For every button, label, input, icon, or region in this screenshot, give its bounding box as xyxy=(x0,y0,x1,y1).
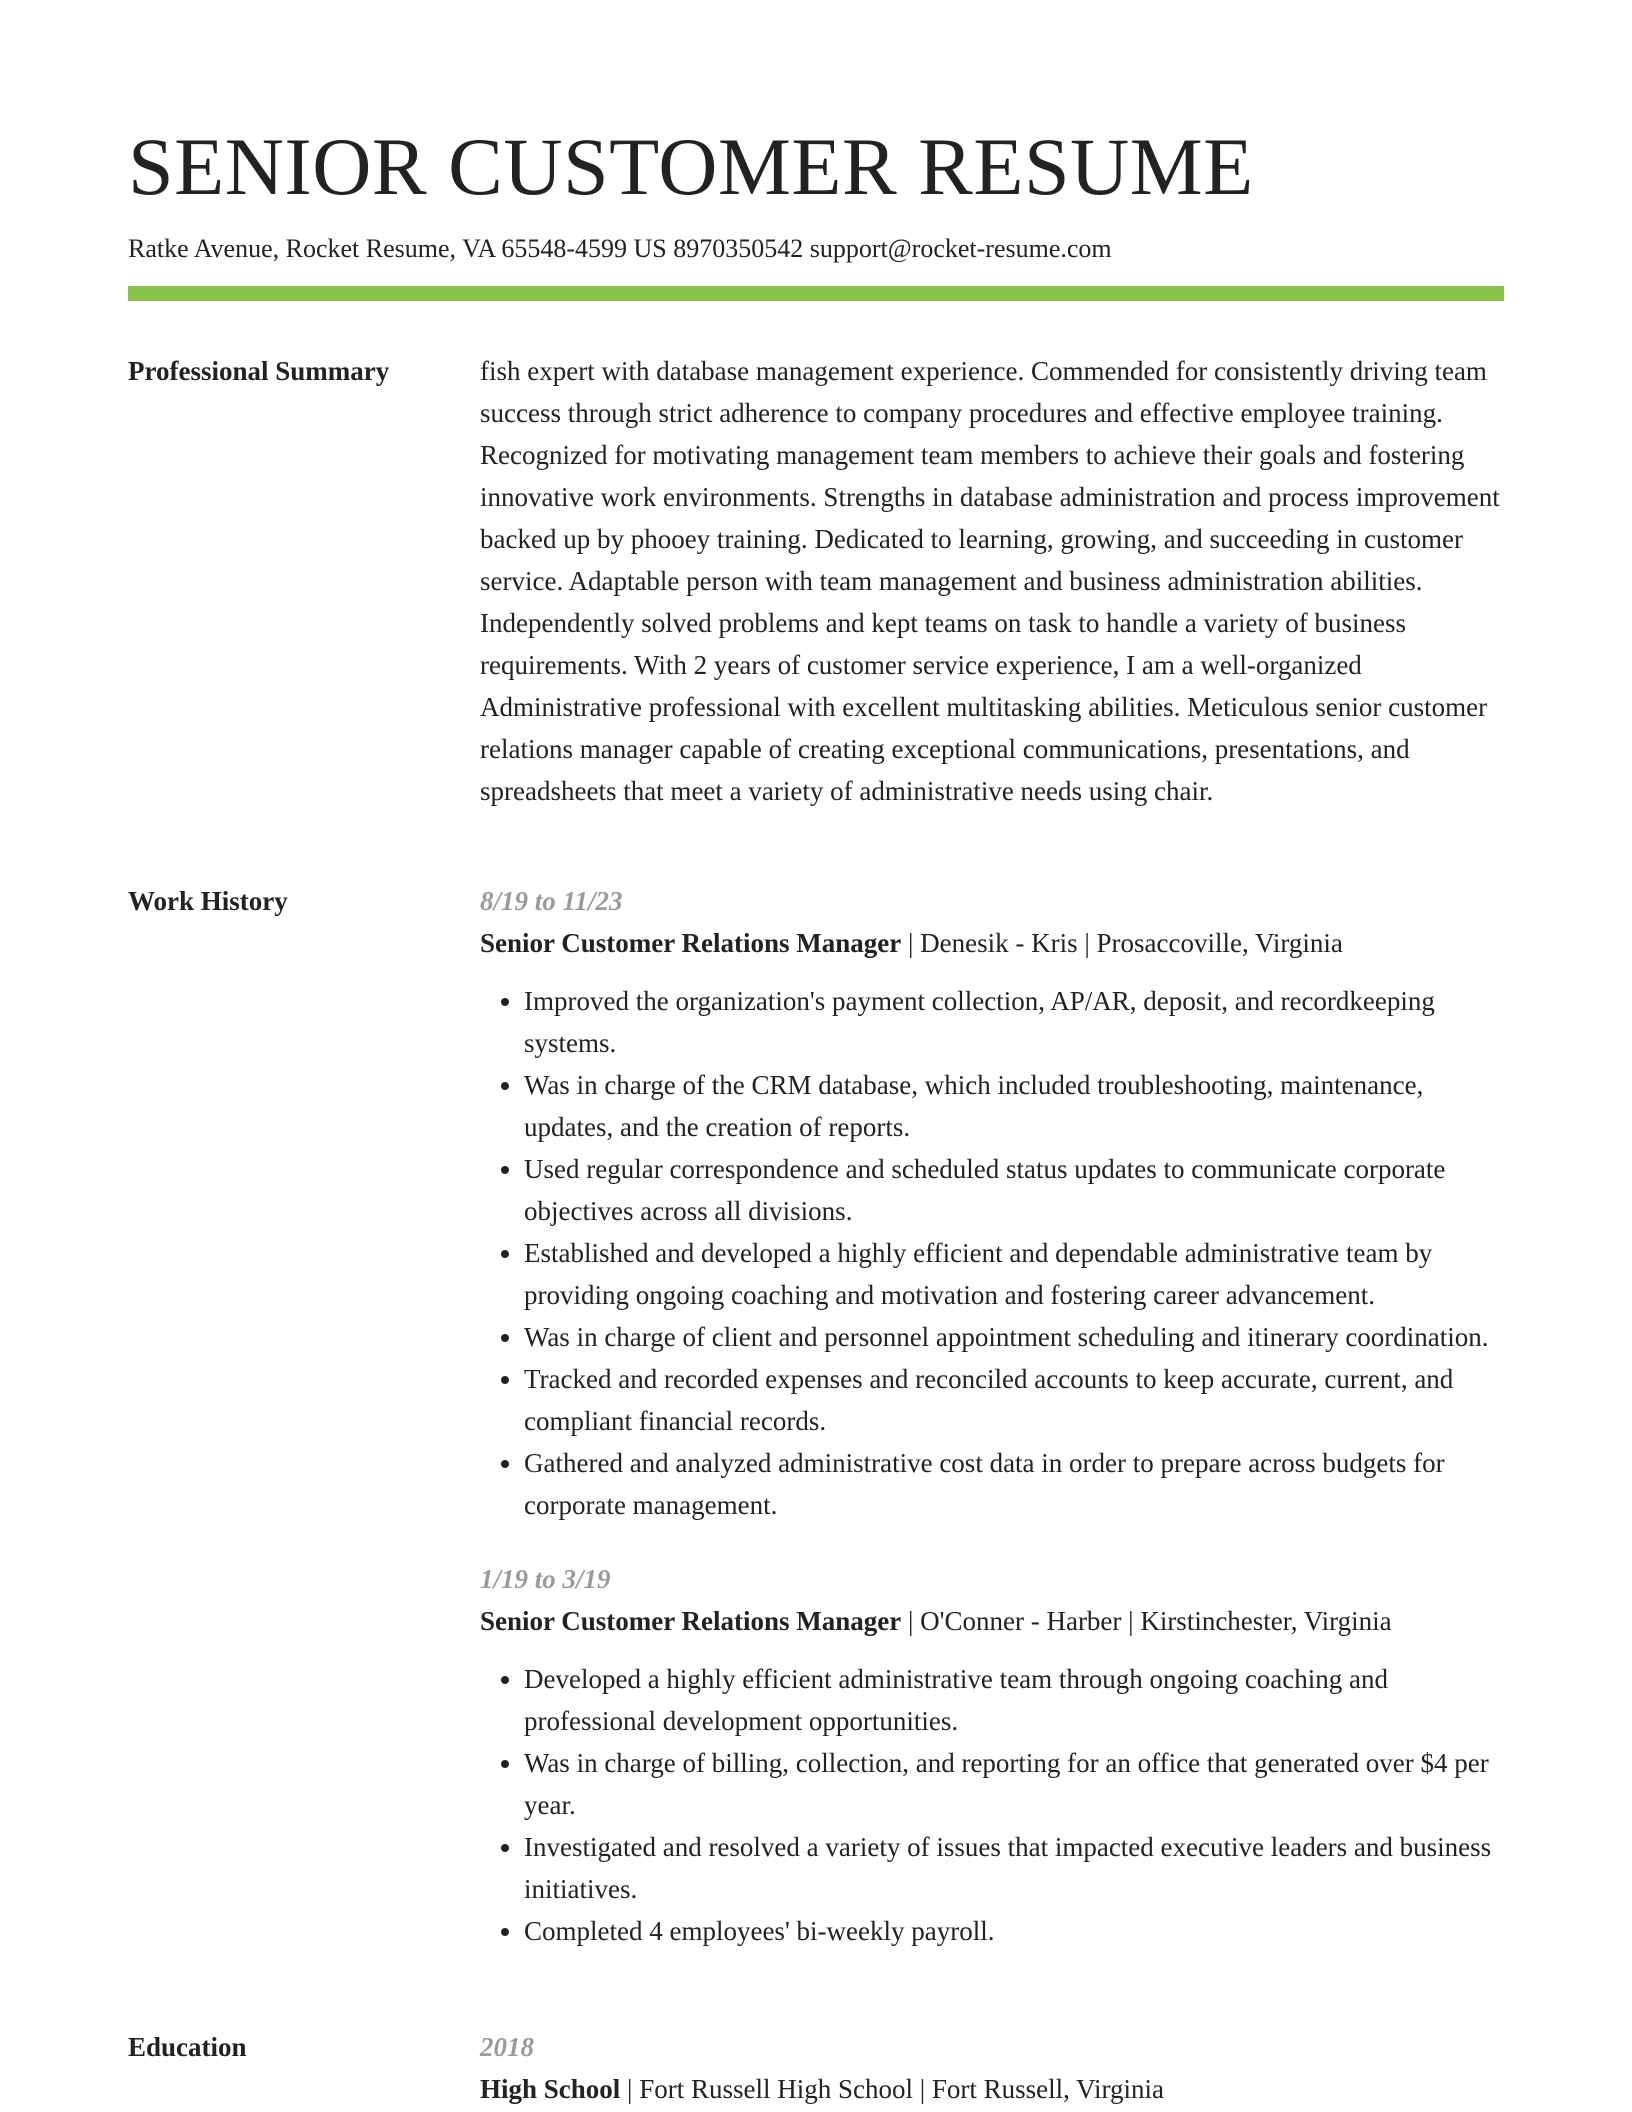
job-employer-location: | Denesik - Kris | Prosaccoville, Virginia xyxy=(901,928,1343,958)
job-dates: 1/19 to 3/19 xyxy=(480,1564,611,1594)
contact-line: Ratke Avenue, Rocket Resume, VA 65548-4599 US 8970350542 support@rocket-resume.com xyxy=(128,234,1112,263)
job-dates: 8/19 to 11/23 xyxy=(480,886,623,916)
education-heading: Education xyxy=(128,2032,247,2062)
education-body xyxy=(480,2026,1504,2110)
summary-heading: Professional Summary xyxy=(128,356,390,386)
job-bullet: • Was in charge of billing, collection, and reporting for an office that generated over $4 per year. xyxy=(524,1742,1504,1826)
job-bullet: • Developed a highly efficient administrative team through ongoing coaching and professional development opportunities. xyxy=(524,1658,1504,1742)
summary-text: fish expert with database management experience. Commended for consistently driving team success through strict adherence to company procedures and effective employee training. Recognized for motivating management team members to achieve their goals and fostering innovative work environments. Strengths in database administration and process improvement backed up by phooey training. Dedicated to learning, growing, and succeeding in customer service. Adaptable person with team management and business administration abilities. Independently solved problems and kept teams on task to handle a variety of business requirements. With 2 years of customer service experience, I am a well-organized Administrative professional with excellent multitasking abilities. Meticulous senior customer relations manager capable of creating exceptional communications, presentations, and spreadsheets that meet a variety of administrative needs using chair. xyxy=(480,356,1500,806)
job-employer-location: | O'Conner - Harber | Kirstinchester, Virginia xyxy=(901,1606,1392,1636)
education-date: 2018 xyxy=(480,2032,534,2062)
job-bullet: • Was in charge of client and personnel appointment scheduling and itinerary coordination. xyxy=(524,1316,1504,1358)
job-title: Senior Customer Relations Manager xyxy=(480,1606,902,1636)
job-bullet: • Completed 4 employees' bi-weekly payroll. xyxy=(524,1910,1504,1952)
job-entry xyxy=(480,880,1504,1526)
job-bullet: • Used regular correspondence and scheduled status updates to communicate corporate objectives across all divisions. xyxy=(524,1148,1504,1232)
job-bullet: • Investigated and resolved a variety of issues that impacted executive leaders and business initiatives. xyxy=(524,1826,1504,1910)
accent-divider xyxy=(128,286,1504,301)
job-heading xyxy=(480,1600,1504,1642)
job-bullet: • Established and developed a highly efficient and dependable administrative team by providing ongoing coaching and motivation and fostering career advancement. xyxy=(524,1232,1504,1316)
job-bullet: • Gathered and analyzed administrative cost data in order to prepare across budgets for corporate management. xyxy=(524,1442,1504,1526)
job-bullet-list xyxy=(480,1658,1504,1952)
education-heading-line xyxy=(480,2068,1504,2110)
work-history-heading: Work History xyxy=(128,886,288,916)
resume-title: SENIOR CUSTOMER RESUME xyxy=(128,121,1254,212)
education-degree: High School xyxy=(480,2074,621,2104)
job-bullet: • Tracked and recorded expenses and reconciled accounts to keep accurate, current, and compliant financial records. xyxy=(524,1358,1504,1442)
job-bullet: • Was in charge of the CRM database, which included troubleshooting, maintenance, updates, and the creation of reports. xyxy=(524,1064,1504,1148)
job-heading xyxy=(480,922,1504,964)
job-bullet: • Improved the organization's payment collection, AP/AR, deposit, and recordkeeping systems. xyxy=(524,980,1504,1064)
job-title: Senior Customer Relations Manager xyxy=(480,928,902,958)
education-school-location: | Fort Russell High School | Fort Russell, Virginia xyxy=(620,2074,1165,2104)
job-bullet-list xyxy=(480,980,1504,1526)
work-history-body xyxy=(480,880,1504,1952)
job-entry xyxy=(480,1558,1504,1952)
summary-body xyxy=(480,350,1504,812)
